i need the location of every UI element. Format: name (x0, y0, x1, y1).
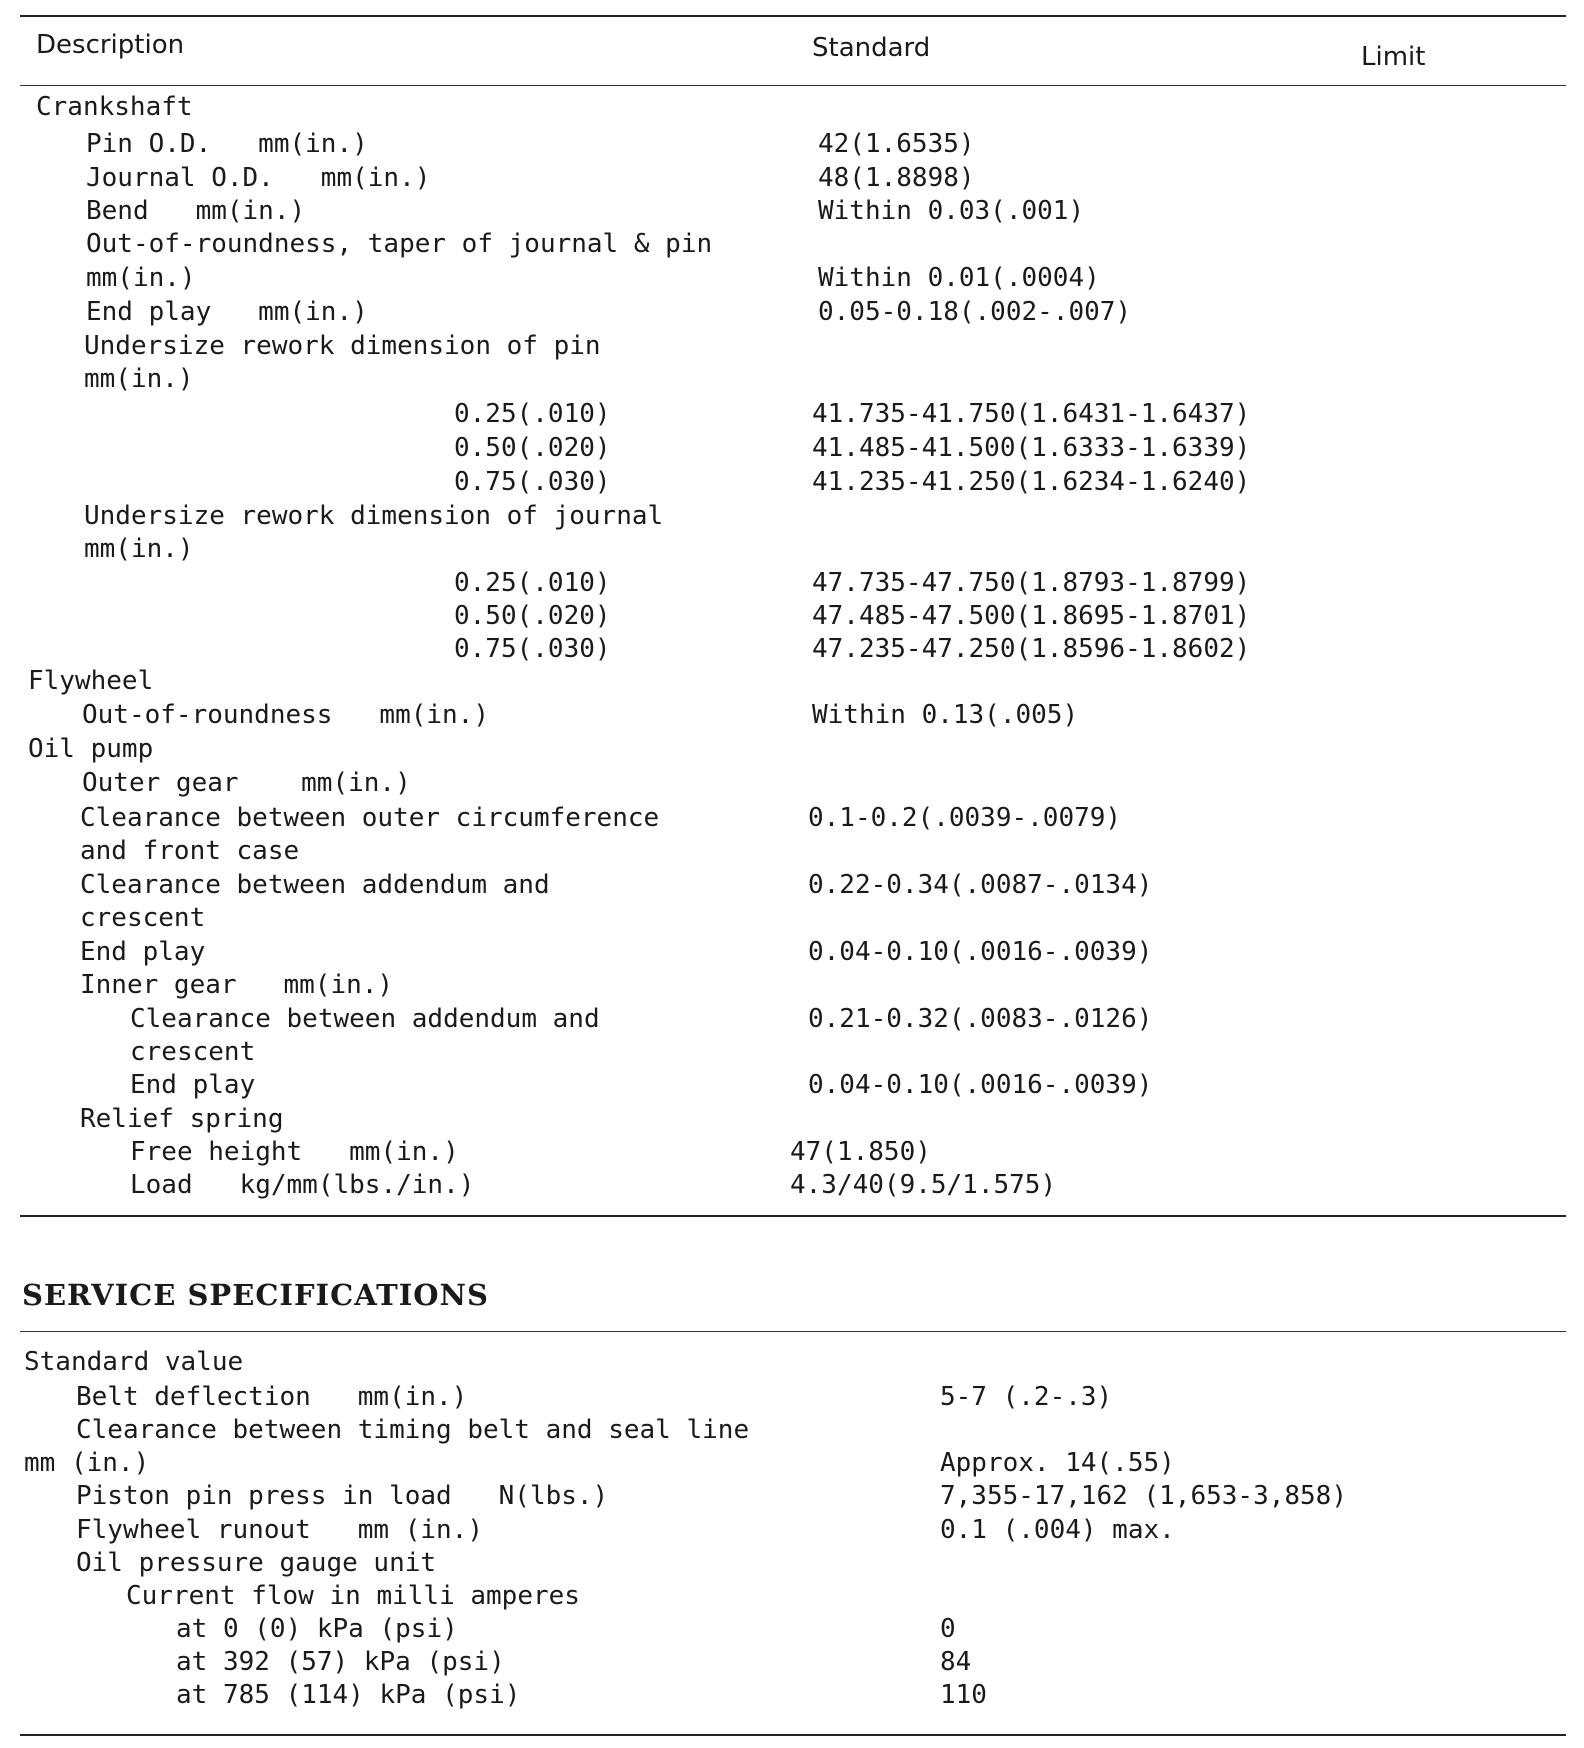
row-standard: 41.485-41.500(1.6333-1.6339) (812, 433, 1251, 463)
table-row (0, 500, 1584, 533)
row-description: Clearance between addendum and (80, 870, 550, 900)
table-row (0, 1547, 1584, 1580)
row-description: crescent (80, 903, 206, 933)
table-row (0, 936, 1584, 969)
row-description: Oil pump (28, 734, 154, 764)
table-row (0, 1514, 1584, 1547)
row-description: Belt deflection mm(in.) (76, 1382, 468, 1412)
row-standard: 84 (940, 1647, 972, 1677)
section2-top-rule (20, 1331, 1566, 1332)
table-row (0, 835, 1584, 868)
row-description: Free height mm(in.) (130, 1137, 459, 1167)
row-standard: 0.1 (.004) max. (940, 1515, 1175, 1545)
row-standard: Approx. 14(.55) (940, 1448, 1175, 1478)
row-description: Piston pin press in load N(lbs.) (76, 1481, 609, 1511)
row-standard: Within 0.13(.005) (812, 700, 1079, 730)
row-description: Current flow in milli amperes (126, 1581, 580, 1611)
table-row (0, 733, 1584, 766)
table-row (0, 363, 1584, 396)
row-standard: 48(1.8898) (818, 163, 975, 193)
table-row (0, 869, 1584, 902)
row-standard: 0.04-0.10(.0016-.0039) (808, 937, 1153, 967)
row-standard: 41.235-41.250(1.6234-1.6240) (812, 467, 1251, 497)
row-description: Standard value (24, 1347, 244, 1377)
table-row (0, 802, 1584, 835)
table-row (0, 1069, 1584, 1102)
table-row (0, 633, 1584, 666)
table-row (0, 1613, 1584, 1646)
table-row (0, 91, 1584, 124)
row-standard: 42(1.6535) (818, 129, 975, 159)
row-standard: 5-7 (.2-.3) (940, 1382, 1113, 1412)
row-description: 0.25(.010) (454, 399, 611, 429)
row-standard: 7,355-17,162 (1,653-3,858) (940, 1481, 1347, 1511)
row-standard: 0.22-0.34(.0087-.0134) (808, 870, 1153, 900)
row-description: Clearance between timing belt and seal line (76, 1415, 750, 1445)
row-description: at 0 (0) kPa (psi) (176, 1614, 458, 1644)
table-row (0, 1679, 1584, 1712)
row-description: mm(in.) (84, 534, 194, 564)
row-description: at 785 (114) kPa (psi) (176, 1680, 521, 1710)
row-description: Out-of-roundness mm(in.) (82, 700, 489, 730)
table-row (0, 767, 1584, 800)
row-description: 0.25(.010) (454, 568, 611, 598)
row-standard: 0.21-0.32(.0083-.0126) (808, 1004, 1153, 1034)
table-row (0, 398, 1584, 431)
table-row (0, 296, 1584, 329)
table-row (0, 1646, 1584, 1679)
table-row (0, 1103, 1584, 1136)
table-row (0, 902, 1584, 935)
row-standard: 110 (940, 1680, 987, 1710)
row-description: 0.50(.020) (454, 601, 611, 631)
row-standard: 47.485-47.500(1.8695-1.8701) (812, 601, 1251, 631)
section-title: SERVICE SPECIFICATIONS (22, 1278, 489, 1312)
table-row (0, 1381, 1584, 1414)
row-standard: 4.3/40(9.5/1.575) (790, 1170, 1057, 1200)
table-row (0, 567, 1584, 600)
table-row (0, 432, 1584, 465)
table-row (0, 1580, 1584, 1613)
table-row (0, 1003, 1584, 1036)
row-description: Bend mm(in.) (86, 196, 306, 226)
table-row (0, 699, 1584, 732)
table-row (0, 969, 1584, 1002)
row-standard: 41.735-41.750(1.6431-1.6437) (812, 399, 1251, 429)
row-description: Load kg/mm(lbs./in.) (130, 1170, 475, 1200)
row-description: crescent (130, 1037, 256, 1067)
row-standard: 47(1.850) (790, 1137, 931, 1167)
table-row (0, 665, 1584, 698)
row-description: Pin O.D. mm(in.) (86, 129, 368, 159)
row-standard: 47.235-47.250(1.8596-1.8602) (812, 634, 1251, 664)
row-description: Out-of-roundness, taper of journal & pin (86, 229, 713, 259)
row-description: Inner gear mm(in.) (80, 970, 394, 1000)
row-standard: 0 (940, 1614, 956, 1644)
row-standard: 0.05-0.18(.002-.007) (818, 297, 1132, 327)
row-description: and front case (80, 836, 300, 866)
table-top-rule (20, 15, 1566, 17)
row-description: Outer gear mm(in.) (82, 768, 411, 798)
table-row (0, 533, 1584, 566)
row-description: 0.75(.030) (454, 467, 611, 497)
row-description: mm(in.) (84, 364, 194, 394)
row-description: End play (130, 1070, 256, 1100)
table-row (0, 600, 1584, 633)
header-standard: Standard (812, 33, 931, 63)
row-description: Oil pressure gauge unit (76, 1548, 437, 1578)
row-standard: 47.735-47.750(1.8793-1.8799) (812, 568, 1251, 598)
table-row (0, 1480, 1584, 1513)
row-description: 0.75(.030) (454, 634, 611, 664)
row-description: Crankshaft (36, 92, 193, 122)
table-row (0, 1169, 1584, 1202)
row-standard: Within 0.01(.0004) (818, 263, 1100, 293)
table-row (0, 1036, 1584, 1069)
table-row (0, 1447, 1584, 1480)
row-standard: Within 0.03(.001) (818, 196, 1085, 226)
row-description: Relief spring (80, 1104, 284, 1134)
row-description: End play mm(in.) (86, 297, 368, 327)
row-description: Undersize rework dimension of pin (84, 331, 601, 361)
row-description: Clearance between outer circumference (80, 803, 660, 833)
table2-bottom-rule (20, 1734, 1566, 1736)
table-row (0, 195, 1584, 228)
table-row (0, 1136, 1584, 1169)
table-row (0, 330, 1584, 363)
row-description: at 392 (57) kPa (psi) (176, 1647, 505, 1677)
row-description: Undersize rework dimension of journal (84, 501, 664, 531)
row-description: mm (in.) (24, 1448, 150, 1478)
row-description: Flywheel (28, 666, 154, 696)
header-bottom-rule (20, 85, 1566, 86)
table1-bottom-rule (20, 1215, 1566, 1217)
row-standard: 0.04-0.10(.0016-.0039) (808, 1070, 1153, 1100)
header-description: Description (36, 30, 185, 60)
table-row (0, 262, 1584, 295)
table-row (0, 1346, 1584, 1379)
row-description: Clearance between addendum and (130, 1004, 600, 1034)
header-limit: Limit (1361, 42, 1426, 72)
row-description: Flywheel runout mm (in.) (76, 1515, 483, 1545)
row-description: Journal O.D. mm(in.) (86, 163, 431, 193)
table-row (0, 1414, 1584, 1447)
table-row (0, 228, 1584, 261)
row-description: End play (80, 937, 206, 967)
table-row (0, 128, 1584, 161)
row-description: 0.50(.020) (454, 433, 611, 463)
table-row (0, 466, 1584, 499)
row-standard: 0.1-0.2(.0039-.0079) (808, 803, 1122, 833)
row-description: mm(in.) (86, 263, 196, 293)
table-row (0, 162, 1584, 195)
